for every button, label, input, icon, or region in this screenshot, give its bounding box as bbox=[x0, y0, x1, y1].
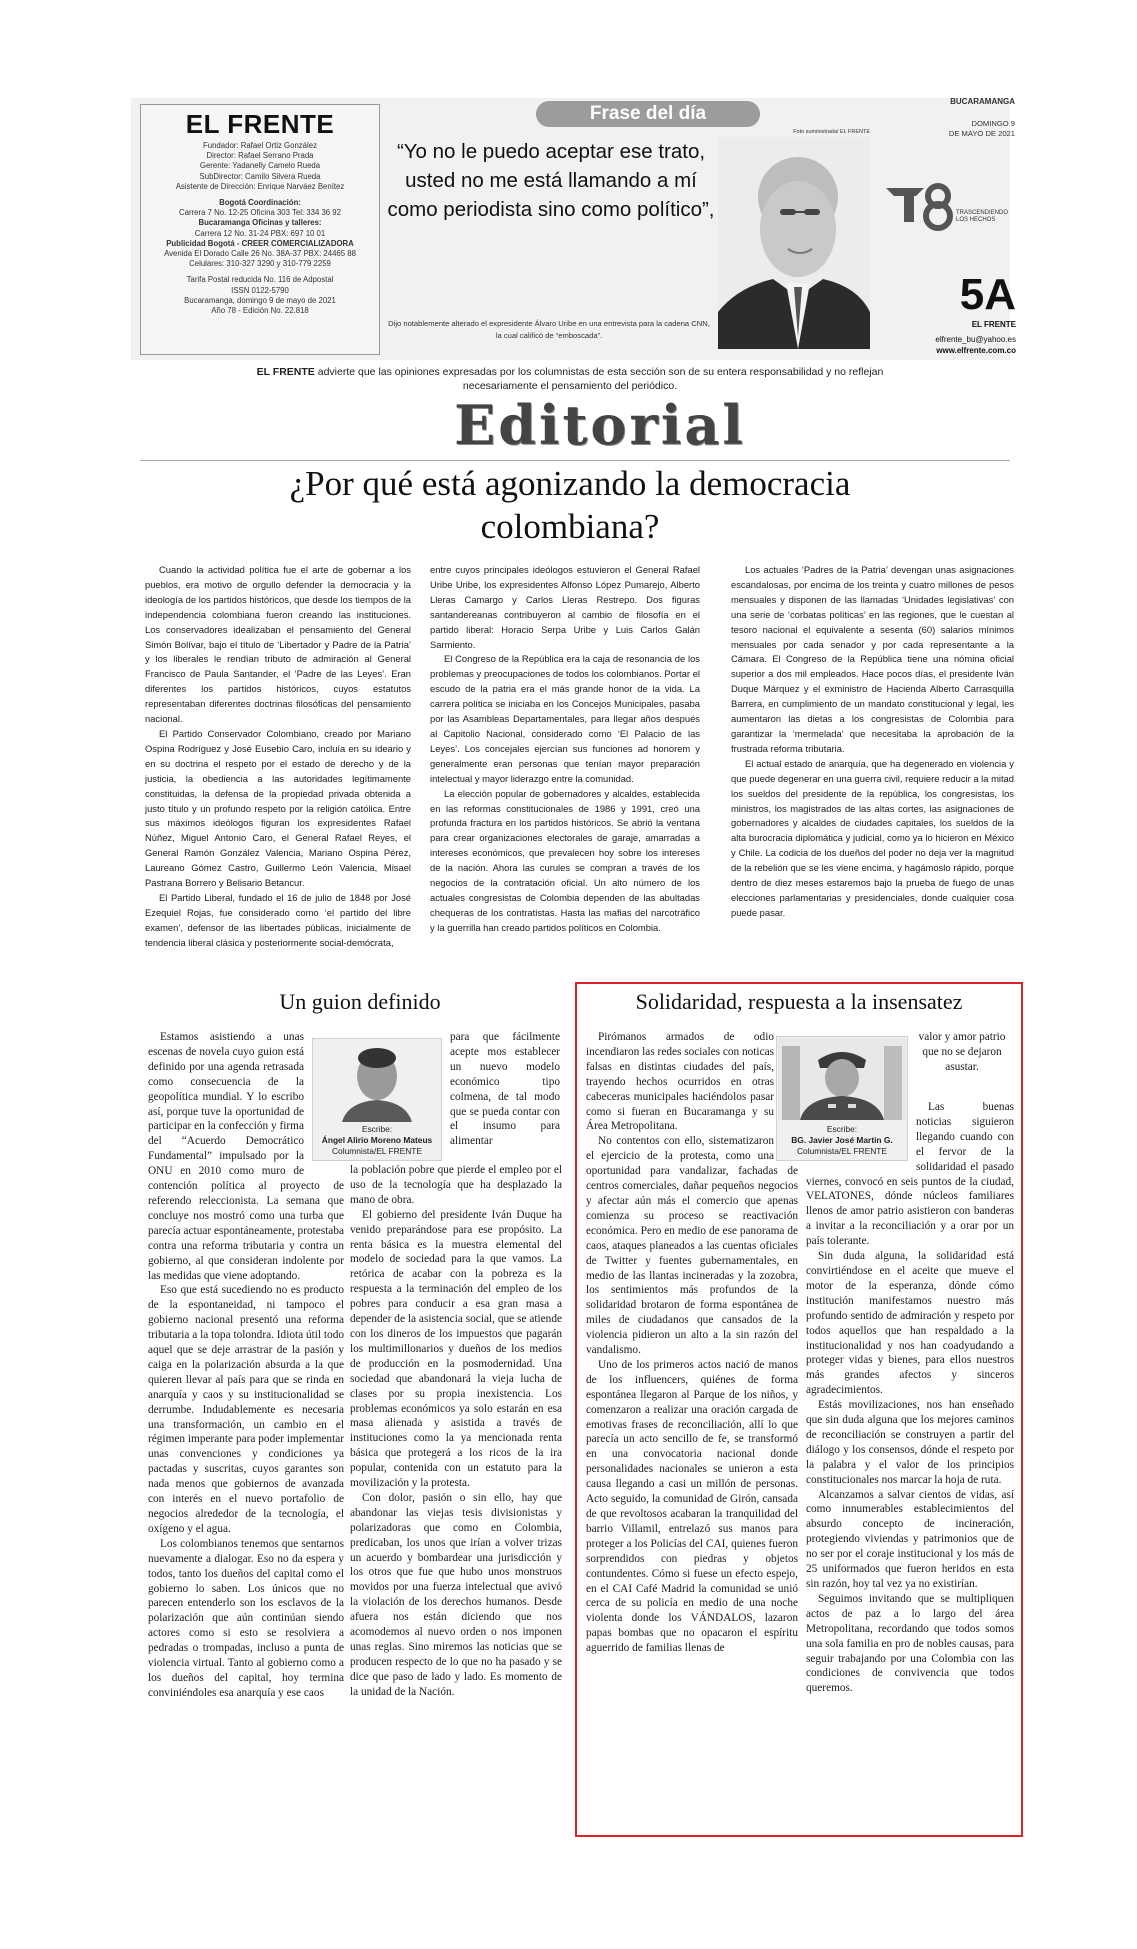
column-right-title: Solidaridad, respuesta a la insensatez bbox=[635, 989, 963, 1014]
editorial-paragraph: Los actuales ‘Padres de la Patria’ devengan unas asignaciones escandalosas, por encima de los treinta y cuatro millones de pesos mensuales y disponen de las llamadas ‘Unidades legislativas’ con una serie de ‘corbatas políticas’ en las regiones, que le cuestan al tesoro nacional el equivalente a sesenta (60) salarios mínimos mensuales por cada senador y por cada representante a la Cámara. El Congreso de la República tiene una nómina oficial superior a dos mil empleados. Hace pocos días, el presidente Iván Duque Márquez y el exministro de Hacienda Alberto Carrasquilla Barrera, en cumplimiento de un mandato constitucional y legal, les aumentaron las dietas a los congresistas de Colombia para garantizar la ‘mermelada’ que necesitaba la aprobación de la frustrada reforma tributaria. bbox=[731, 564, 1014, 754]
column-paragraph: Uno de los primeros actos nació de manos de los influencers, quiénes de forma espontánea llegaron al Parque de los niños, y comenzaron a realizar una oración cargada de emotivas frases de reconciliación, allí lo que parecía un acto sencillo de fe, se transformó en una convocatoria nacional donde personalidades nacionales se unieron a esta causa llegando a casi un millón de personas. Acto seguido, la comunidad de Girón, cansada de que revoltosos acabaran la tranquilidad del barrio Villamil, entrelazó sus manos para proteger a los Policías del CAI, quienes fueron sorprendidos con piedras y objetos contundentes. Cómo si fuese un efecto espejo, en el CAI Café Madrid la comunidad se unió cerca de su policía en medio de una noche violenta donde los VÁNDALOS, lazaron papas bombas que no opacaron el espíritu aguerrido de familias llenas de bbox=[586, 1358, 798, 1655]
column-paragraph: para que fácilmente acepte mos establecer un nuevo modelo económico tipo colmena, de tal modo que se pueda contar con el insumo para alimentar bbox=[450, 1031, 560, 1148]
column-paragraph: Pirómanos armados de odio incendiaron las redes sociales con noticas falsas en distintas ciudades del país, trayendo hechos ocurridos en otras cabeceras municipales haciéndolos pasar como si fueran en Bucaramanga y su Área Metropolitana. bbox=[586, 1031, 774, 1133]
editorial-paragraph: La elección popular de gobernadores y alcaldes, establecida en las reformas constitucionales de 1986 y 1991, creó una profunda fractura en los partidos históricos. Se abrió la ventana para crear organizaciones electorales de garaje, amarradas a intereses económicos, que prevalecen hoy sobre los intereses de la nación. Ahora las curules se compran a través de los negocios de la contratación oficial. Un alto número de los actuales congresistas de Colombia dependen de las abultadas chequeras de los contratistas. Hasta las mafias del narcotráfico y la guerrilla han creado partidos políticos en Colombia. bbox=[430, 787, 700, 933]
column-left-title: Un guion definido bbox=[279, 989, 441, 1014]
staff-line-5: Asistente de Dirección: Enrique Narváez Benítez bbox=[175, 181, 345, 191]
postal-line-4: Año 78 - Edición No. 22.818 bbox=[211, 306, 309, 316]
author-label: Escribe: bbox=[826, 1124, 858, 1134]
newspaper-logo: EL FRENTE bbox=[185, 109, 335, 139]
page-number: 5A bbox=[959, 270, 1016, 319]
column-paragraph: Las buenas noticias siguieron llegando cuando con el fervor de la solidaridad el pasado viernes, convocó en seis puntos de la ciudad, VELATONES, dónde núcleos familiares llenos de amor patrio asistieron con banderas a invitar a la reconciliación y a orar por un país tolerante. bbox=[806, 1101, 1014, 1248]
anniversary-logo bbox=[886, 178, 1016, 248]
disclaimer-body: advierte que las opiniones expresadas por los columnistas de esta sección son de su entera responsabilidad y no reflejan necesariamente el pensamiento del periódico. bbox=[314, 366, 884, 392]
office-line-2: Carrera 7 No. 12-25 Oficina 303 Tel: 334 36 92 bbox=[179, 208, 341, 218]
column-paragraph: Sin duda alguna, la solidaridad está convirtiéndose en el aceite que mueve el motor de la esperanza, dónde cómo institución manifestamos nuestro más profundo sentido de admiración y respeto por todos aquellos que han respaldado a la institucionalidad y nos han coadyudando a proteger vidas y bienes, para ellos nuestros más grandes afectos y sinceros agradecimientos. bbox=[806, 1250, 1014, 1397]
float-spacer bbox=[774, 1030, 798, 1162]
float-spacer bbox=[806, 1100, 916, 1162]
postal-line-1: Tarifa Postal reducida No. 116 de Adpostal bbox=[186, 275, 334, 285]
office-line-7: Celulares: 310-327 3290 y 310-779 2259 bbox=[189, 259, 331, 269]
editorial-headline: ¿Por qué está agonizando la democracia colombiana? bbox=[289, 464, 851, 546]
quote-portrait-photo bbox=[718, 137, 870, 349]
editorial-column-1 bbox=[145, 563, 411, 970]
author-role: Columnista/EL FRENTE bbox=[332, 1146, 422, 1156]
column-paragraph: Con dolor, pasión o sin ello, hay que abandonar las viejas tesis divisionistas y polarizadoras que como en Colombia, predicaban, los unos que irían a volver trizas un acuerdo y bombardear una jurisdicción y los otros que fue que hubo unos monstruos movidos por una fuerza intelectual que avivó la violación de los derechos humanos. Desde afuera nos están diciendo que nos acomodemos al nuevo orden o nos imponen unas reglas. Sino miremos las noticias que se producen respecto de lo que no ha pasado y se dice que paso de lado y lado. Es momento de la unidad de la Nación. bbox=[350, 1491, 562, 1698]
column-paragraph: Estamos asistiendo a unas escenas de novela cuyo guion está definido por una agenda retrasada como consecuencia de la geopolítica mundial. Y lo escribo así, porque tuve la oportunidad de participar en la confección y firma del “Acuerdo Democrático Fundamental” impulsado por la ONU en 2010 como muro de contención política al proyecto de referendo releccionista. La semana que concluye nos mostró como una turba que parecía actuar espontáneamente, protestaba contra una reforma tributaria y contra un gobierno, al que consideran indolente por las medidas que viene adoptando. bbox=[148, 1031, 344, 1282]
office-line-3: Bucaramanga Oficinas y talleres: bbox=[198, 218, 322, 228]
office-line-5: Publicidad Bogotá - CREER COMERCIALIZADORA bbox=[166, 238, 354, 248]
office-line-4: Carrera 12 No. 31-24 PBX: 697 10 01 bbox=[194, 228, 326, 238]
column-paragraph: valor y amor patrio que no se dejaron asustar. bbox=[918, 1031, 1006, 1073]
postal-line-2: ISSN 0122-5790 bbox=[231, 285, 289, 295]
website-link[interactable]: www.elfrente.com.co bbox=[936, 346, 1016, 355]
editorial-paragraph: El Congreso de la República era la caja de resonancia de los problemas y preocupaciones de todos los colombianos. Portar el escudo de la patria era el más grande honor de la vida. La carrera política se iniciaba en los Concejos Municipales, pasaba por las Asambleas Departamentales, para llegar años después al Capitolio Nacional, considerado como ‘El Palacio de las Leyes’. Los concejales ejercían sus funciones ad honorem y generalmente eran personas que tenían mayor preparación intelectual y mayor liderazgo entre la comunidad. bbox=[430, 653, 700, 784]
author-role: Columnista/EL FRENTE bbox=[797, 1146, 887, 1156]
staff-line-4: SubDirector: Camilo Silvera Rueda bbox=[199, 171, 321, 181]
author-label: Escribe: bbox=[361, 1124, 393, 1134]
quote-caption: Dijo notablemente alterado el expresidente Álvaro Uribe en una entrevista para la cadena CNN, la cual calificó de “emboscada”. bbox=[388, 319, 710, 340]
author-photo-left bbox=[334, 1044, 420, 1122]
column-paragraph: No contentos con ello, sistematizaron el ejercicio de la protesta, como una oportunidad para vandalizar, fachadas de centros comerciales, dañar pequeños negocios y afectar aún más el comercio que apenas comienza su proceso se reactivación económica. Pero en medio de ese panorama de caos, ataques planeados a las cuentas oficiales de Twitter y fuentes gubernamentales, en medio de las llantas incineradas y la zozobra, los sentimientos más profundos de la solidaridad brotaron de forma espontánea de miles de ciudadanos que cansados de la violencia pidieron un alto a la sin razón del vandalismo. bbox=[586, 1135, 798, 1357]
office-line-6: Avenida El Dorado Calle 26 No. 38A-37 PBX: 24465 88 bbox=[164, 249, 356, 259]
editorial-column-2 bbox=[430, 563, 700, 970]
staff-line-3: Gerente: Yadanelly Camelo Rueda bbox=[199, 161, 321, 171]
frase-del-dia-banner: Frase del día bbox=[536, 101, 760, 127]
author-name: BG. Javier José Martin G. bbox=[791, 1135, 893, 1145]
disclaimer-text bbox=[250, 365, 890, 393]
column-right-body-2 bbox=[806, 1100, 1014, 1832]
photo-credit: Foto suministrada/ EL FRENTE bbox=[793, 129, 870, 135]
editorial-column-3 bbox=[731, 563, 1014, 970]
office-line-1: Bogotá Coordinación: bbox=[219, 198, 301, 208]
column-paragraph: Los colombianos tenemos que sentarnos nuevamente a dialogar. Eso no da espera y todos, tanto los dueños del capital como el gobierno lo saben. Los únicos que no parecen entenderlo son los esclavos de la polarización que aún continúan siendo actores como si esto se resolviera a pedradas o trompadas, incluso a punta de violencia virtual. Tanto al gobierno como a los dueños del capital, hoy termina conviniéndoles esa anarquía y ese caos bbox=[148, 1537, 344, 1699]
location-label: BUCARAMANGA bbox=[950, 97, 1015, 106]
quote-text: “Yo no le puedo aceptar ese trato, usted no me está llamando a mí como periodista sino como político”, bbox=[387, 140, 715, 221]
column-paragraph: Seguimos invitando que se multipliquen actos de paz a lo largo del área Metropolitana, recordando que todos somos una sola familia en pro de nobles causas, para seguir trabajando por una Colombia con las condiciones de convivencia que todos queremos. bbox=[806, 1592, 1014, 1695]
column-right-body-1 bbox=[586, 1030, 798, 1832]
editorial-paragraph: entre cuyos principales ideólogos estuvieron el General Rafael Uribe Uribe, los expresidentes Alfonso López Pumarejo, Alberto Lleras Camargo y Carlos Lleras Restrepo. Dos figuras santandereanas contribuyeron al cambio de filosofía en el partido liberal: Horacio Serpa Uribe y Luis Carlos Galán Sarmiento. bbox=[430, 564, 700, 650]
editorial-paragraph: El Partido Conservador Colombiano, creado por Mariano Ospina Rodríguez y José Eusebio Caro, incluía en su ideario y en su doctrina el respeto por el estado de derecho y de la justicia, la obediencia a las autoridades legítimamente constituidas, la defensa de la propiedad privada obtenida a justo título y un profundo respeto por la religión católica. Entre sus máximos ideólogos figuran los expresidentes Rafael Núñez, Miguel Antonio Caro, el General Rafael Reyes, el General Ramón González Valencia, Mariano Ospina Pérez, Laureano Gómez Castro, Guillermo León Valencia, Misael Pastrana Borrero y Belisario Betancur. bbox=[145, 727, 411, 889]
anniversary-text: TRASCENDIENDO LOS HECHOS bbox=[956, 210, 1009, 223]
section-title: Editorial bbox=[454, 393, 746, 457]
masthead-box bbox=[140, 104, 380, 355]
column-paragraph: Estás movilizaciones, nos han enseñado que sin duda alguna que los mejores caminos de reconciliación se construyen a partir del diálogo y los consensos, dónde el respeto por la palabra y el valor de los principios constitucionales nos marcar la hoja de ruta. bbox=[806, 1399, 1014, 1486]
section-divider bbox=[140, 460, 1010, 461]
column-left-body-1 bbox=[148, 1030, 344, 1835]
disclaimer-brand: EL FRENTE bbox=[256, 366, 315, 378]
page-brand: EL FRENTE bbox=[971, 320, 1016, 329]
column-left-body-2-top bbox=[450, 1030, 560, 1162]
editorial-paragraph: El actual estado de anarquía, que ha degenerado en violencia y que puede degenerar en una guerra civil, requiere reducir a la mitad los sueldos del presidente de la república, los congresistas, los ministros, los magistrados de las altas cortes, las asignaciones de gobernadores y alcaldes de ciudades capitales, los sueldos de la alta burocracia diplomática y judicial, como ya lo hicieron en México y Chile. La codicia de los dueños del poder no deja ver la magnitud de la rebelión que se les viene encima, y hagámoslo rápido, porque dentro de diez meses estaremos bajo la prueba de fuego de unas elecciones parlamentarias y presidenciales, donde cualquier cosa puede pasar. bbox=[731, 757, 1014, 918]
float-spacer bbox=[304, 1030, 344, 1165]
column-paragraph: Alcanzamos a salvar cientos de vidas, así como innumerables establecimientos del absurdo concepto de incineración, protegiendo viviendas y patrimonios que de no ser por el coraje institucional y los más de 25 uniformados que fueron heridos en esta sin razón, hoy tal vez ya no existirían. bbox=[806, 1488, 1014, 1590]
column-paragraph: Eso que está sucediendo no es producto de la espontaneidad, ni tampoco el gobierno nacional presentó una reforma tributaria a la topa tolondra. Idiota útil todo aquel que se deje arrastrar de la pasión y caiga en la polarización absurda a la que quieren llevar al país para que se rinda en anarquía y caos y su institucionalidad se derrumbe. Indudablemente es necesaria una transformación, un cambio en el régimen imperante para poder implementar unas convenciones y condiciones ya pactadas y suscritas, cuyos garantes son nada menos que gobiernos de avanzada con interés en el nuevo portafolio de negocios alrededor de la tecnología, el oxígeno y el agua. bbox=[148, 1284, 344, 1535]
contact-email[interactable]: elfrente_bu@yahoo.es bbox=[935, 335, 1016, 344]
column-paragraph: la población pobre que pierde el empleo por el uso de la tecnología que ha desplazado la mano de obra. bbox=[350, 1164, 562, 1206]
column-paragraph: El gobierno del presidente Iván Duque ha venido preparándose para ese propósito. La renta básica es la muestra elemental del modelo de sociedad para la que vamos. La retórica de acabar con la pobreza es la respuesta a la terminación del empleo de los pobres para conducir a esa gran masa a depender de la asistencia social, que se atiende con los dineros de los impuestos que pagarán los multimillonarios y dueños de los medios de producción en la posmodernidad. Una sociedad que abandonará la vieja lucha de clases por su propia inexistencia. Los problemas económicos ya solo estarán en esa masa alienada y asistida a través de instituciones como la ya mencionada renta básica que protegerá a los ricos de la ira popular, contenida con un estatuto para la movilización y la protesta. bbox=[350, 1208, 562, 1490]
postal-line-3: Bucaramanga, domingo 9 de mayo de 2021 bbox=[184, 295, 336, 305]
date-line-1: DOMINGO 9 bbox=[971, 119, 1015, 128]
author-name: Ángel Alirio Moreno Mateus bbox=[321, 1135, 433, 1145]
staff-line-2: Director: Rafael Serrano Prada bbox=[206, 151, 314, 161]
date-label bbox=[915, 119, 1015, 139]
staff-line-1: Fundador: Rafael Ortiz González bbox=[203, 141, 317, 150]
editorial-paragraph: Cuando la actividad política fue el arte de gobernar a los pueblos, era motivo de orgullo defender la democracia y la ideología de los partidos históricos, que desde los tiempos de la independencia colombiana fueron creando las instituciones. Los conservadores idealizaban el pensamiento del General Simón Bolívar, bajo el título de ‘Libertador y Padre de la Patria’ y los liberales le rendían tributo de admiración al General Francisco de Paula Santander, el ‘Padre de las Leyes’. Eran diferentes los partidos históricos, cuyos estatutos representaban diferentes doctrinas filosóficas del pensamiento nacional. bbox=[145, 564, 411, 725]
editorial-paragraph: El Partido Liberal, fundado el 16 de julio de 1848 por José Ezequiel Rojas, fue considerado como ‘el partido del libre examen’, defensor de las libertades públicas, inicialmente de tendencia liberal clásica y posteriormente social-demócrata, bbox=[145, 891, 411, 948]
date-line-2: DE MAYO DE 2021 bbox=[948, 129, 1015, 138]
column-left-body-2 bbox=[350, 1163, 562, 1835]
